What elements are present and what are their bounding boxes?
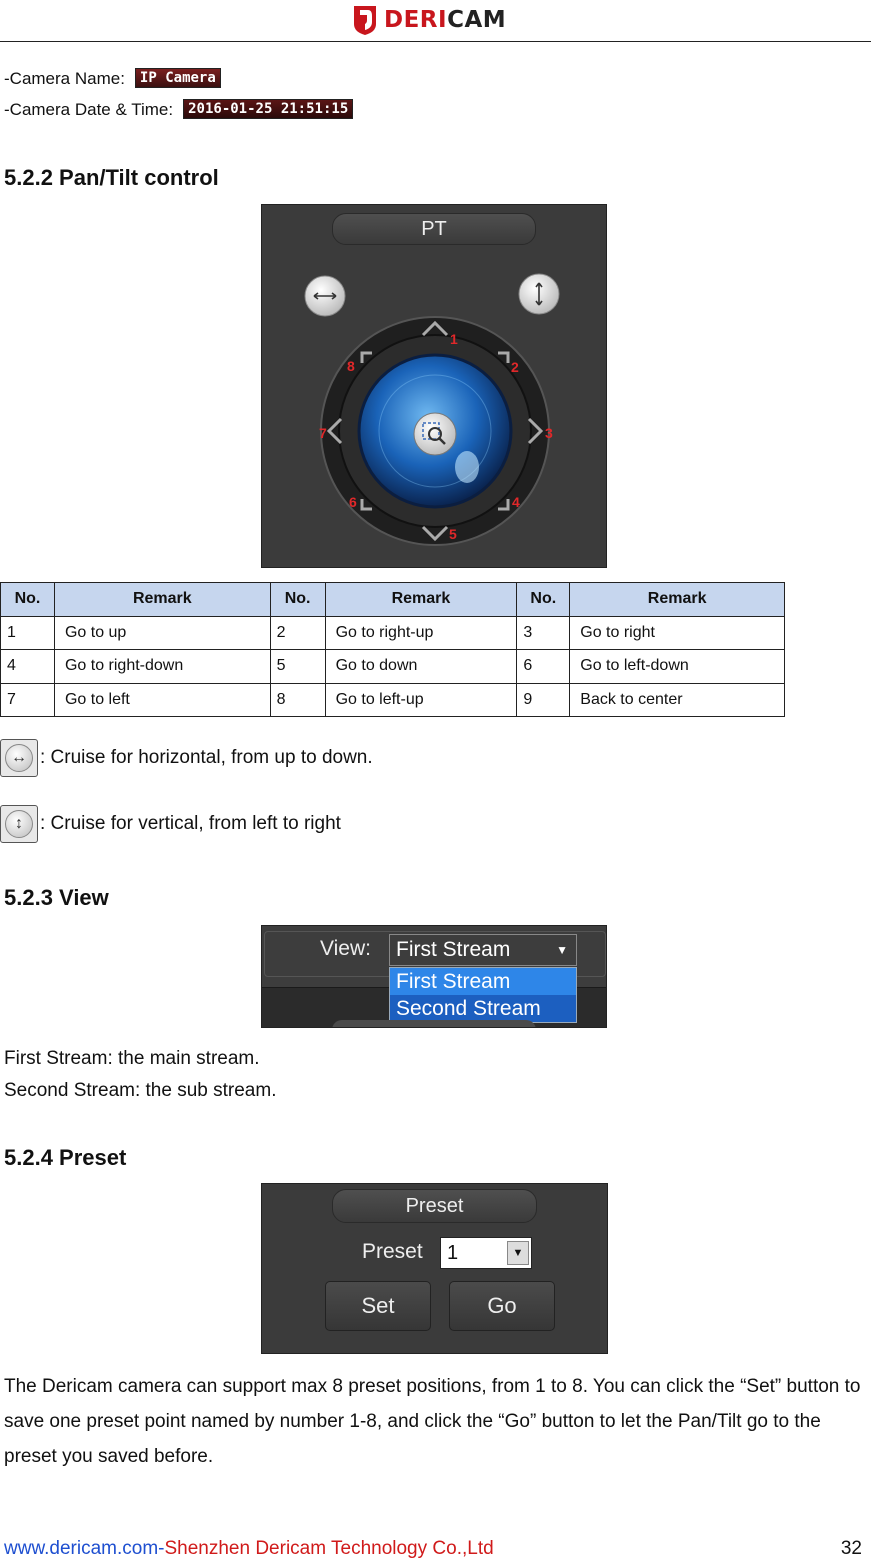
table-cell: Go to right bbox=[570, 616, 785, 650]
table-header: Remark bbox=[325, 583, 517, 617]
dir-number-4: 4 bbox=[512, 494, 520, 510]
preset-select-value: 1 bbox=[447, 1242, 459, 1264]
horizontal-cruise-text: : Cruise for horizontal, from up to down. bbox=[40, 747, 373, 768]
table-cell: Go to left-down bbox=[570, 650, 785, 684]
preset-set-button[interactable]: Set bbox=[325, 1281, 431, 1331]
dir-number-1: 1 bbox=[450, 331, 458, 347]
table-cell: Go to right-up bbox=[325, 616, 517, 650]
preset-panel-title: Preset bbox=[332, 1189, 537, 1223]
camera-name-value: IP Camera bbox=[135, 68, 221, 88]
table-cell: 2 bbox=[270, 616, 325, 650]
table-row bbox=[1, 616, 785, 650]
table-cell: 5 bbox=[270, 650, 325, 684]
preset-panel bbox=[261, 1183, 608, 1354]
view-select[interactable] bbox=[389, 934, 577, 966]
center-zoom-icon[interactable] bbox=[414, 413, 456, 455]
view-first-stream-text: First Stream: the main stream. bbox=[4, 1048, 260, 1069]
pt-remark-table bbox=[0, 582, 785, 717]
table-header-row bbox=[1, 583, 785, 617]
table-cell: Go to left-up bbox=[325, 683, 517, 717]
preset-select[interactable] bbox=[440, 1237, 532, 1269]
table-cell: 3 bbox=[517, 616, 570, 650]
view-label: View: bbox=[320, 937, 371, 960]
page-number: 32 bbox=[840, 1538, 862, 1559]
camera-datetime-label: -Camera Date & Time: bbox=[4, 100, 174, 119]
chevron-down-icon: ▼ bbox=[556, 943, 568, 957]
camera-name-label: -Camera Name: bbox=[4, 69, 125, 88]
footer-dash: - bbox=[158, 1538, 165, 1559]
table-header: No. bbox=[270, 583, 325, 617]
view-option-first[interactable]: First Stream bbox=[390, 968, 576, 995]
page-header bbox=[0, 0, 871, 42]
table-cell: Go to right-down bbox=[54, 650, 270, 684]
table-cell: 1 bbox=[1, 616, 55, 650]
dir-number-7: 7 bbox=[319, 425, 327, 441]
vertical-cruise-note bbox=[0, 794, 341, 834]
page-footer bbox=[4, 1538, 864, 1560]
dericam-shield-icon bbox=[352, 4, 378, 36]
table-cell: Go to down bbox=[325, 650, 517, 684]
section-heading-preset: 5.2.4 Preset bbox=[4, 1145, 127, 1170]
horizontal-cruise-icon: ↔ bbox=[0, 739, 38, 777]
camera-datetime-value: 2016-01-25 21:51:15 bbox=[183, 99, 353, 119]
table-row bbox=[1, 650, 785, 684]
view-second-stream-text: Second Stream: the sub stream. bbox=[4, 1080, 277, 1101]
camera-name-line bbox=[4, 69, 221, 90]
footer-company: Shenzhen Dericam Technology Co.,Ltd bbox=[164, 1538, 494, 1559]
table-header: No. bbox=[1, 583, 55, 617]
table-cell: Back to center bbox=[570, 683, 785, 717]
view-panel bbox=[261, 925, 607, 1028]
camera-datetime-line bbox=[4, 100, 353, 121]
preset-description: The Dericam camera can support max 8 preset positions, from 1 to 8. You can click the “Set” button to save one preset point named by number 1-8, and click the “Go” button to let the Pan/Tilt go to the preset you saved before. bbox=[4, 1376, 861, 1467]
dir-number-6: 6 bbox=[349, 494, 357, 510]
table-cell: 4 bbox=[1, 650, 55, 684]
section-heading-view: 5.2.3 View bbox=[4, 885, 109, 910]
vertical-cruise-icon: ↕ bbox=[0, 805, 38, 843]
dir-number-8: 8 bbox=[347, 358, 355, 374]
section-heading-pan-tilt: 5.2.2 Pan/Tilt control bbox=[4, 165, 219, 190]
horizontal-cruise-icon[interactable] bbox=[305, 276, 345, 316]
pt-joystick-graphic bbox=[262, 205, 607, 568]
table-cell: 7 bbox=[1, 683, 55, 717]
preset-go-button[interactable]: Go bbox=[449, 1281, 555, 1331]
view-select-value: First Stream bbox=[396, 938, 511, 961]
table-cell: 9 bbox=[517, 683, 570, 717]
chevron-down-icon: ▼ bbox=[507, 1241, 529, 1265]
pt-panel-title: PT bbox=[332, 213, 536, 245]
table-header: Remark bbox=[570, 583, 785, 617]
view-panel-next-pill bbox=[332, 1020, 536, 1028]
logo-wordmark: DERICAM bbox=[384, 7, 507, 33]
dericam-logo bbox=[352, 3, 506, 37]
view-option-second[interactable]: Second Stream bbox=[390, 995, 576, 1022]
table-header: Remark bbox=[54, 583, 270, 617]
footer-site-link[interactable]: www.dericam.com bbox=[4, 1538, 159, 1559]
vertical-cruise-text: : Cruise for vertical, from left to right bbox=[40, 813, 341, 834]
table-cell: 8 bbox=[270, 683, 325, 717]
view-dropdown-list bbox=[389, 967, 577, 1023]
table-row bbox=[1, 683, 785, 717]
dir-number-5: 5 bbox=[449, 526, 457, 542]
table-header: No. bbox=[517, 583, 570, 617]
horizontal-cruise-note bbox=[0, 728, 373, 768]
preset-label: Preset bbox=[362, 1240, 423, 1263]
dir-number-2: 2 bbox=[511, 359, 519, 375]
pt-control-panel bbox=[261, 204, 607, 568]
dir-number-3: 3 bbox=[545, 425, 553, 441]
vertical-cruise-icon[interactable] bbox=[519, 274, 559, 314]
table-cell: Go to left bbox=[54, 683, 270, 717]
table-cell: 6 bbox=[517, 650, 570, 684]
table-cell: Go to up bbox=[54, 616, 270, 650]
